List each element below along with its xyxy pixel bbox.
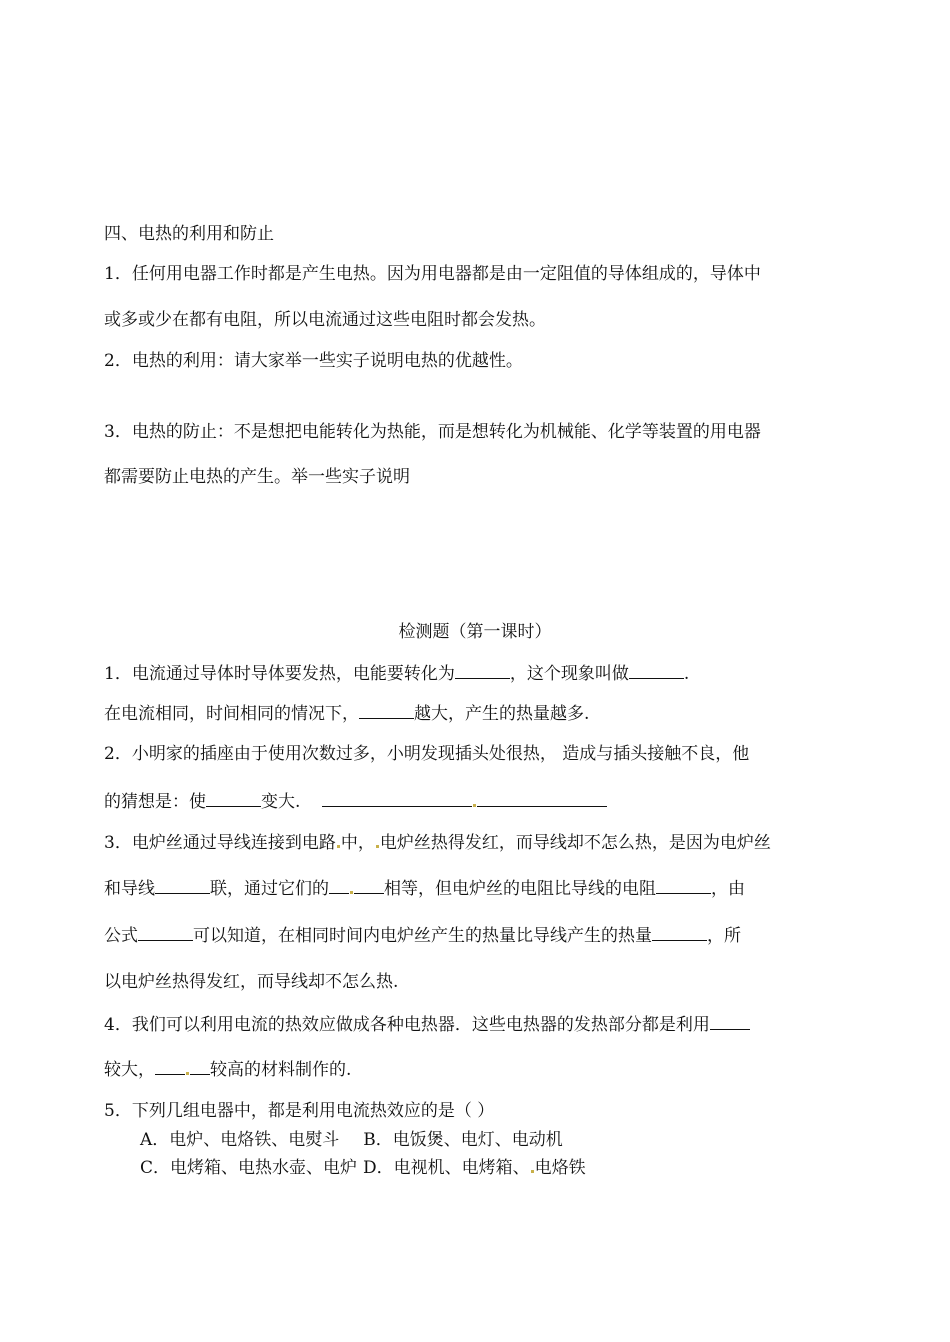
q3-line3-text-a: 公式: [104, 926, 138, 946]
paragraph-3-line-1: [104, 420, 846, 444]
section-heading-text: 四、电热的利用和防止: [104, 224, 274, 244]
fill-blank[interactable]: [322, 790, 472, 807]
q4-line2-text-b: 较高的材料制作的.: [210, 1060, 352, 1080]
stray-mark: [337, 845, 340, 848]
q1-text-c: .: [683, 664, 690, 684]
question-1-line-1: [104, 662, 846, 686]
stray-mark: [376, 845, 379, 848]
question-4-line-2: [104, 1058, 846, 1082]
fill-blank[interactable]: [190, 1058, 210, 1075]
paragraph-1-text-2: 或多或少在都有电阻，所以电流通过这些电阻时都会发热。: [104, 310, 546, 330]
q3-line1-text-b: 中，: [340, 833, 375, 853]
paragraph-3-text-1: 3．电热的防止：不是想把电能转化为热能，而是想转化为机械能、化学等装置的用电器: [104, 422, 761, 442]
stray-mark: [350, 891, 353, 894]
q3-line3-text-b: 可以知道，在相同时间内电炉丝产生的热量比导线产生的热量: [193, 926, 652, 946]
question-2-line-1: [104, 742, 846, 766]
paragraph-1-text-1: 1．任何用电器工作时都是产生电热。因为用电器都是由一定阻值的导体组成的，导体中: [104, 264, 761, 284]
q5-option-b[interactable]: B．电饭煲、电灯、电动机: [363, 1130, 563, 1150]
q1-line2-text-a: 在电流相同，时间相同的情况下，: [104, 704, 359, 724]
question-3-line-2: [104, 877, 846, 901]
fill-blank[interactable]: [629, 662, 684, 679]
paragraph-2-text-b: 用：请大家举一些实子说明电热的优越性。: [199, 351, 523, 371]
q3-line2-text-a: 和导线: [104, 879, 155, 899]
stray-mark: [473, 804, 476, 807]
fill-blank[interactable]: [206, 790, 261, 807]
q5-option-c[interactable]: C．电烤箱、电热水壶、电炉: [140, 1158, 358, 1178]
question-5-options-row-2: [140, 1156, 846, 1180]
q3-line1-text-c: 电炉丝热得发红，而导线却不怎么热，是因为电炉丝: [379, 833, 771, 853]
q2-line2-text-b: 变大.: [261, 792, 301, 812]
fill-blank[interactable]: [477, 790, 607, 807]
stray-mark: [186, 1072, 189, 1075]
q3-line2-text-b: 联，通过它们的: [210, 879, 329, 899]
q5-option-a[interactable]: A．电炉、电烙铁、电熨斗: [140, 1130, 340, 1150]
q1-text-a: 1．电流通过导体时导体要发热，电能要转化为: [104, 664, 455, 684]
q1-line2-text-b: 越大，产生的热量越多.: [414, 704, 590, 724]
question-3-line-4: [104, 970, 846, 994]
q3-line2-text-d: ，由: [711, 879, 745, 899]
fill-blank[interactable]: [359, 702, 414, 719]
section-heading: [104, 222, 846, 246]
paragraph-2-text-a: 2．电热的利: [104, 351, 200, 371]
q5-option-d-text-b: 电烙铁: [534, 1158, 586, 1178]
paragraph-3-line-2: [104, 465, 846, 489]
fill-blank[interactable]: [354, 877, 384, 894]
fill-blank[interactable]: [155, 1058, 185, 1075]
paragraph-1-line-2: [104, 308, 846, 332]
quiz-title-text: 检测题（第一课时）: [398, 622, 552, 642]
paragraph-3-text-2: 都需要防止电热的产生。举一些实子说明: [104, 467, 410, 487]
q3-line2-text-c: 相等，但电炉丝的电阻比导线的电阻: [384, 879, 656, 899]
q1-text-b: ，这个现象叫做: [509, 664, 629, 684]
q3-line1-text-a: 3．电炉丝通过导线连接到电路: [104, 833, 336, 853]
quiz-title: [0, 620, 950, 644]
q2-line2-text-a: 的猜想是：使: [104, 792, 206, 812]
paragraph-1-line-1: [104, 262, 846, 286]
question-1-line-2: [104, 702, 846, 726]
fill-blank[interactable]: [155, 877, 210, 894]
fill-blank[interactable]: [329, 877, 349, 894]
q3-line3-text-c: ，所: [707, 926, 741, 946]
q2-text-1: 2．小明家的插座由于使用次数过多，小明发现插头处很热， 造成与插头接触不良，他: [104, 744, 750, 764]
fill-blank[interactable]: [455, 662, 510, 679]
q4-line1-text: 4．我们可以利用电流的热效应做成各种电热器．这些电热器的发热部分都是利用: [104, 1015, 710, 1035]
q5-option-d-text-a: D．电视机、电烤箱、: [363, 1158, 530, 1178]
stray-mark: [531, 1170, 534, 1173]
fill-blank[interactable]: [656, 877, 711, 894]
question-2-line-2: [104, 790, 846, 814]
fill-blank[interactable]: [138, 924, 193, 941]
question-3-line-1: [104, 831, 846, 855]
fill-blank[interactable]: [710, 1013, 750, 1030]
paragraph-2: [104, 349, 846, 373]
q3-line4-text: 以电炉丝热得发红，而导线却不怎么热.: [104, 972, 399, 992]
q5-stem-text: 5．下列几组电器中，都是利用电流热效应的是（ ）: [104, 1101, 495, 1121]
question-5-options-row-1: [140, 1128, 846, 1152]
question-5-stem: [104, 1099, 846, 1123]
question-4-line-1: [104, 1013, 846, 1037]
q5-option-d[interactable]: [363, 1158, 586, 1178]
q4-line2-text-a: 较大，: [104, 1060, 155, 1080]
question-3-line-3: [104, 924, 846, 948]
fill-blank[interactable]: [652, 924, 707, 941]
